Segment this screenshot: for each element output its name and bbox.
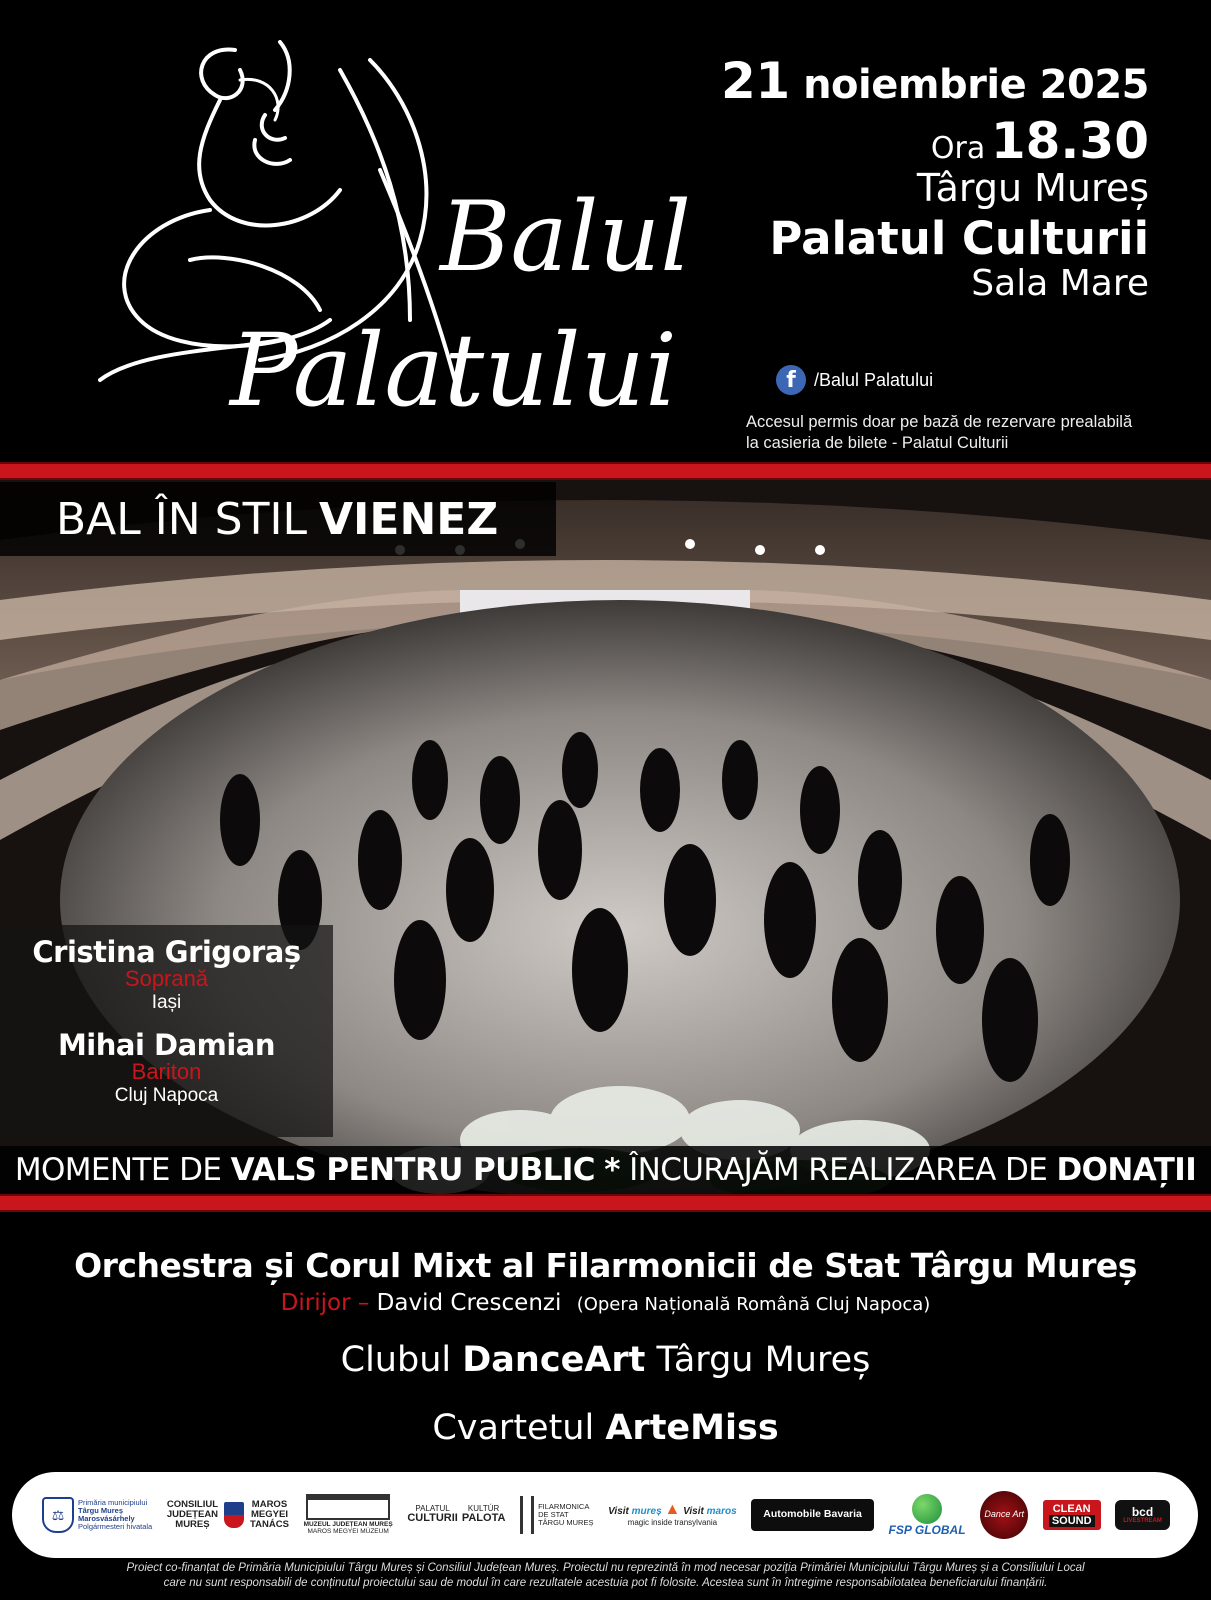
dance-club-line — [0, 1340, 1211, 1380]
access-note-line2: la casieria de bilete - Palatul Culturii — [746, 434, 1009, 452]
event-month-year: noiembrie 2025 — [803, 62, 1149, 108]
singer-city: Iași — [151, 992, 182, 1013]
city-crest-icon: ⚖ — [42, 1497, 74, 1533]
globe-icon — [912, 1494, 942, 1524]
facebook-icon: f — [776, 365, 806, 395]
orchestra-title: Orchestra și Corul Mixt al Filarmonicii de Stat Târgu Mureș — [74, 1246, 1137, 1285]
sponsor-text: MEGYEI — [251, 1509, 288, 1521]
facebook-link[interactable] — [776, 365, 933, 395]
visit-logo-row — [608, 1502, 737, 1519]
sponsor-text: TÂRGU MUREȘ — [538, 1517, 594, 1527]
tagline-part2: VALS PENTRU PUBLIC — [230, 1152, 595, 1188]
tagline-part1: MOMENTE DE — [14, 1152, 222, 1188]
sponsor-visit-mures[interactable] — [608, 1502, 737, 1527]
sponsor-fsp-global[interactable] — [889, 1494, 966, 1537]
event-day: 21 — [721, 52, 790, 110]
sponsor-county-council[interactable] — [167, 1500, 289, 1530]
sponsor-text: Dance Art — [984, 1509, 1025, 1520]
quartet-line — [0, 1408, 1211, 1448]
conductor-role: Dirijor – — [280, 1290, 370, 1316]
sponsor-text: CLEAN — [1052, 1502, 1091, 1515]
sponsor-philharmonic[interactable] — [520, 1496, 593, 1534]
time-prefix: Ora — [930, 131, 986, 166]
organ-pipes-icon — [520, 1496, 534, 1534]
singer-city: Cluj Napoca — [114, 1085, 219, 1106]
mountain-icon: ▲ — [664, 1501, 681, 1519]
sponsor-text: KULTÚR — [467, 1504, 500, 1514]
sponsor-text: Visit — [608, 1506, 629, 1518]
event-logo — [80, 20, 700, 440]
sponsor-text: Primăria municipiului — [78, 1498, 148, 1508]
sponsor-text: MAROS MEGYEI MÚZEUM — [307, 1528, 389, 1535]
sponsor-text: JUDEȚEAN — [166, 1509, 219, 1521]
ball-style-label — [0, 482, 556, 556]
event-details — [721, 52, 1149, 304]
singers-panel — [0, 925, 333, 1137]
county-crest-icon — [224, 1502, 244, 1528]
sponsor-text: FILARMONICA — [538, 1502, 590, 1512]
sponsor-text: LIVESTREAM — [1123, 1518, 1162, 1524]
singer-role: Soprană — [124, 966, 209, 991]
sponsor-text: GLOBAL — [914, 1522, 966, 1537]
sponsor-text: magic inside transylvania — [627, 1518, 718, 1528]
club-name: DanceArt — [462, 1340, 646, 1380]
sponsor-text: TANÁCS — [250, 1518, 289, 1530]
singer-card — [0, 1028, 333, 1107]
sponsor-text: PALATUL — [415, 1504, 450, 1514]
logo-title-line1: Balul — [440, 181, 692, 293]
time-value: 18.30 — [990, 112, 1149, 170]
singer-role: Bariton — [131, 1059, 202, 1084]
sponsor-text: DE STAT — [538, 1510, 569, 1520]
sponsor-text: CONSILIUL — [166, 1499, 219, 1511]
facebook-handle: /Balul Palatului — [814, 369, 934, 390]
funding-disclaimer — [40, 1561, 1171, 1591]
sponsor-text: MUZEUL JUDEȚEAN MUREȘ — [303, 1521, 393, 1529]
singer-name: Mihai Damian — [57, 1028, 276, 1062]
conductor-note: (Opera Națională Română Cluj Napoca) — [576, 1294, 931, 1315]
ball-style-prefix: BAL ÎN STIL — [56, 493, 307, 545]
sponsor-text: Târgu Mureș — [78, 1506, 124, 1516]
sponsor-text: CULTURII — [407, 1512, 458, 1525]
conductor-line — [0, 1290, 1211, 1316]
sponsor-text: MUREȘ — [175, 1518, 210, 1530]
dancing-couple-logo — [80, 20, 700, 440]
event-date — [721, 52, 1149, 110]
event-hall: Sala Mare — [971, 263, 1149, 304]
disclaimer-line1: Proiect co-finanțat de Primăria Municipiului Târgu Mureș și Consiliul Județean Mureș. Proiectul nu reprezintă în mod necesar poziția Primăriei Municipiului Târgu Mureș și a Consiliului Local — [126, 1562, 1085, 1574]
sponsor-text: SOUND — [1049, 1515, 1095, 1527]
singer-card — [0, 935, 333, 1014]
singer-name: Cristina Grigoraș — [32, 935, 301, 969]
sponsor-bcd-livestream[interactable] — [1115, 1500, 1170, 1530]
club-prefix: Clubul — [340, 1340, 452, 1380]
sponsor-text: maros — [706, 1506, 737, 1518]
sponsor-dance-art[interactable] — [980, 1491, 1028, 1539]
tagline-part5: DONAȚII — [1056, 1152, 1197, 1188]
club-suffix: Târgu Mureș — [656, 1340, 871, 1380]
disclaimer-line2: care nu sunt responsabili de conținutul proiectului sau de modul în care rezultatele acestuia pot fi folosite. Acestea sunt în întregime responsabilotatea beneficiarului finanțării. — [163, 1577, 1048, 1589]
event-venue: Palatul Culturii — [769, 212, 1149, 265]
sponsor-text: Polgármesteri hivatala — [78, 1521, 153, 1531]
event-city: Târgu Mureș — [916, 166, 1149, 210]
sponsor-text: Marosvásárhely — [78, 1514, 135, 1523]
quartet-prefix: Cvartetul — [432, 1408, 595, 1448]
museum-building-icon — [306, 1494, 390, 1520]
ball-style-name: VIENEZ — [318, 493, 499, 545]
sponsor-automobile-bavaria[interactable] — [751, 1499, 874, 1530]
red-divider-top — [0, 462, 1211, 480]
logo-title-line2: Palatului — [230, 312, 677, 429]
red-divider-bottom — [0, 1194, 1211, 1212]
conductor-name: David Crescenzi — [376, 1290, 562, 1316]
sponsor-museum[interactable] — [304, 1494, 393, 1536]
sponsor-text: mureș — [631, 1506, 662, 1518]
sponsor-text: Automobile Bavaria — [763, 1508, 862, 1521]
tagline-separator: * — [604, 1152, 620, 1188]
sponsor-palace-of-culture[interactable] — [407, 1505, 505, 1525]
sponsor-text: Visit — [683, 1506, 704, 1518]
sponsor-city-hall[interactable] — [42, 1497, 152, 1533]
sponsor-text: bcd — [1131, 1505, 1154, 1519]
sponsor-bar — [12, 1472, 1198, 1558]
sponsor-clean-sound[interactable] — [1043, 1500, 1101, 1530]
tagline-part4: ÎNCURAJĂM REALIZAREA DE — [629, 1152, 1048, 1188]
sponsor-text: FSP — [888, 1522, 912, 1537]
quartet-name: ArteMiss — [605, 1408, 779, 1448]
event-tagline — [0, 1146, 1211, 1194]
sponsor-text: MAROS — [251, 1499, 288, 1511]
sponsor-text: PALOTA — [461, 1512, 506, 1525]
event-time — [721, 112, 1149, 170]
access-note-line1: Accesul permis doar pe bază de rezervare prealabilă — [746, 413, 1133, 431]
access-note — [746, 412, 1132, 454]
